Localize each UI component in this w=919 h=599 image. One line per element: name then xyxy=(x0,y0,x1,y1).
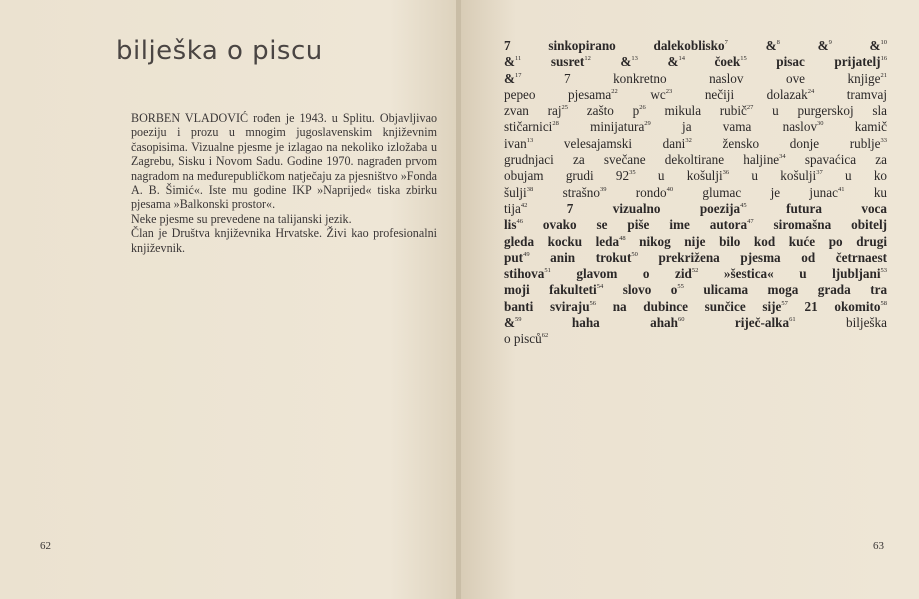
contents-entry xyxy=(846,315,887,330)
contents-entry xyxy=(564,71,667,86)
entry-page-number: 24 xyxy=(807,87,815,95)
contents-entry xyxy=(703,282,887,297)
entry-page-number: 25 xyxy=(561,104,569,112)
entry-page-number: 29 xyxy=(644,120,651,128)
entry-title: mikula rubič xyxy=(664,103,747,119)
entry-title: & xyxy=(620,54,632,70)
contents-list xyxy=(504,38,887,348)
entry-page-number: 36 xyxy=(722,169,730,177)
entry-title: haha ahah xyxy=(571,315,678,331)
contents-entry xyxy=(874,185,887,200)
entry-title: put xyxy=(504,249,524,265)
left-page xyxy=(0,0,458,599)
contents-line xyxy=(504,168,887,184)
entry-title: stičarnici xyxy=(504,119,553,135)
contents-entry xyxy=(504,152,786,167)
entry-title: stihova xyxy=(504,266,545,282)
entry-title: ku xyxy=(873,184,888,200)
entry-title: & xyxy=(667,54,679,70)
entry-title: nikog nije bilo kod kuće po drugi xyxy=(639,233,887,249)
entry-title: u košulji xyxy=(657,168,723,184)
contents-entry xyxy=(723,136,888,151)
contents-entry xyxy=(702,185,844,200)
contents-line xyxy=(504,87,887,103)
entry-page-number: 7 xyxy=(724,39,728,46)
contents-entry xyxy=(653,38,727,53)
entry-title: ovako se piše ime autora xyxy=(542,217,748,233)
entry-page-number: 54 xyxy=(596,283,604,291)
entry-page-number: 26 xyxy=(639,104,646,112)
contents-entry xyxy=(620,54,638,69)
entry-page-number: 60 xyxy=(678,316,685,324)
entry-title: minijatura xyxy=(590,119,645,135)
entry-title: pepeo pjesama xyxy=(504,86,612,102)
entry-title: tramvaj xyxy=(846,86,888,102)
contents-line xyxy=(504,38,887,54)
entry-page-number: 42 xyxy=(520,201,528,209)
entry-page-number: 11 xyxy=(515,55,522,63)
contents-entry xyxy=(650,87,672,102)
entry-title: & xyxy=(765,38,777,53)
entry-title: siromašna obitelj xyxy=(773,217,888,233)
entry-title: zvan raj xyxy=(504,103,562,119)
entry-page-number: 33 xyxy=(880,136,888,144)
entry-page-number: 37 xyxy=(816,169,823,177)
entry-title: u košulji xyxy=(751,168,817,184)
entry-title: velesajamski dani xyxy=(563,135,686,151)
entry-page-number: 15 xyxy=(740,55,747,63)
contents-entry xyxy=(572,315,685,330)
entry-page-number: 39 xyxy=(599,185,607,193)
contents-entry xyxy=(847,87,887,102)
page-title: bilješka o piscu xyxy=(116,36,323,66)
entry-title: obujam grudi 92 xyxy=(504,168,630,184)
contents-entry xyxy=(715,54,747,69)
entry-page-number: 57 xyxy=(781,299,788,307)
entry-page-number: 32 xyxy=(685,136,692,144)
contents-entry xyxy=(504,234,626,249)
entry-title: 7 konkretno xyxy=(564,70,667,86)
contents-line xyxy=(504,315,887,331)
entry-title: »šestica« u ljubljani xyxy=(723,266,881,282)
entry-page-number: 56 xyxy=(589,299,597,307)
contents-entry xyxy=(543,217,754,232)
entry-page-number: 58 xyxy=(880,299,888,307)
contents-entry xyxy=(667,54,685,69)
contents-entry xyxy=(709,71,887,86)
entry-title: šulji xyxy=(504,184,527,200)
contents-entry xyxy=(504,71,522,86)
contents-entry xyxy=(504,38,616,53)
bio-paragraph: Neke pjesme su prevedene na talijanski jezik. xyxy=(131,211,352,226)
entry-title: u purgerskoj sla xyxy=(772,103,887,119)
entry-title: čoek xyxy=(714,54,741,70)
contents-entry xyxy=(818,38,832,53)
entry-title: kamič xyxy=(854,119,888,135)
contents-entry xyxy=(805,299,888,314)
entry-page-number: 16 xyxy=(880,55,888,63)
entry-page-number: 59 xyxy=(515,316,522,324)
contents-line xyxy=(504,234,887,250)
contents-entry xyxy=(504,217,523,232)
page-number-left: 62 xyxy=(40,540,51,552)
contents-entry xyxy=(766,38,780,53)
entry-title: žensko donje rublje xyxy=(722,135,881,151)
contents-entry xyxy=(700,201,747,216)
contents-entry xyxy=(751,168,822,183)
entry-page-number: 47 xyxy=(747,218,754,226)
contents-entry xyxy=(845,168,887,183)
contents-entry xyxy=(504,282,603,297)
entry-page-number: 13 xyxy=(631,55,638,63)
contents-entry xyxy=(567,201,661,216)
entry-title: banti sviraju xyxy=(504,298,590,314)
entry-title: prekrižena pjesma od četrnaest xyxy=(658,249,888,265)
contents-entry xyxy=(705,87,814,102)
contents-entry xyxy=(772,103,887,118)
entry-title: nečiji dolazak xyxy=(704,86,808,102)
contents-entry xyxy=(550,250,638,265)
contents-entry xyxy=(504,87,618,102)
contents-entry xyxy=(658,250,887,265)
contents-line xyxy=(504,119,887,135)
contents-line xyxy=(504,71,887,87)
contents-entry xyxy=(504,299,596,314)
contents-entry xyxy=(590,119,651,134)
entry-title: spavaćica za xyxy=(804,152,887,168)
entry-page-number: 9 xyxy=(828,39,832,46)
contents-entry xyxy=(613,299,788,314)
contents-entry xyxy=(658,168,729,183)
entry-title: & xyxy=(504,70,515,86)
contents-entry xyxy=(664,103,753,118)
entry-page-number: 10 xyxy=(880,39,888,46)
entry-title: ja vama naslov xyxy=(682,119,818,135)
entry-title: zašto p xyxy=(586,103,640,119)
entry-page-number: 28 xyxy=(552,120,559,128)
contents-entry xyxy=(623,282,684,297)
entry-title: 7 vizualno xyxy=(566,200,661,216)
contents-line xyxy=(504,136,887,152)
entry-title: & xyxy=(817,38,829,53)
contents-entry xyxy=(774,217,887,232)
entry-title: poezija xyxy=(699,200,741,216)
entry-page-number: 13 xyxy=(526,136,534,144)
entry-title: strašno xyxy=(562,184,600,200)
entry-title: naslov ove knjige xyxy=(709,70,881,86)
contents-entry xyxy=(504,54,521,69)
entry-page-number: 55 xyxy=(677,283,684,291)
bio-paragraph: BORBEN VLADOVIĆ rođen je 1943. u Splitu. Objavljivao poeziju i prozu u mnogim jugoslavenskim književnim časopisima. Vizualne pjesme je izlagao na nekoliko izložaba u Zagrebu, Sisku i Novom Sadu. Godine 1970. nagrađen prvom nagradom na međurepubličkom natječaju za pjesništvo »Fonda A. B. Šimić«. Iste mu godine IKP »Naprijed« tiska zbirku pjesama »Balkonski prostor«. xyxy=(131,111,437,212)
contents-entry xyxy=(724,266,887,281)
entry-title: glavom o zid xyxy=(576,266,692,282)
contents-entry xyxy=(587,103,646,118)
entry-title: lis xyxy=(504,217,517,233)
right-page xyxy=(461,0,919,599)
entry-page-number: 38 xyxy=(526,185,534,193)
contents-entry xyxy=(504,250,530,265)
contents-entry xyxy=(504,136,533,151)
entry-page-number: 51 xyxy=(544,267,551,275)
contents-entry xyxy=(504,331,548,346)
entry-page-number: 48 xyxy=(619,234,626,242)
contents-line xyxy=(504,201,887,217)
contents-line xyxy=(504,185,887,201)
entry-title: rondo xyxy=(635,184,667,200)
contents-line xyxy=(504,103,887,119)
entry-page-number: 49 xyxy=(523,250,530,258)
entry-page-number: 61 xyxy=(789,316,796,324)
entry-page-number: 27 xyxy=(746,104,754,112)
entry-title: slovo o xyxy=(622,282,678,298)
contents-entry xyxy=(504,266,551,281)
contents-line xyxy=(504,266,887,282)
contents-entry xyxy=(735,315,796,330)
entry-title: grudnjaci za svečane dekoltirane haljine xyxy=(504,152,780,168)
entry-page-number: 45 xyxy=(740,201,747,209)
contents-entry xyxy=(504,201,527,216)
entry-page-number: 14 xyxy=(678,55,685,63)
entry-page-number: 52 xyxy=(691,267,699,275)
contents-line xyxy=(504,282,887,298)
entry-page-number: 23 xyxy=(665,87,673,95)
contents-line xyxy=(504,250,887,266)
contents-entry xyxy=(576,266,698,281)
entry-page-number: 30 xyxy=(817,120,824,128)
contents-line xyxy=(504,54,887,70)
entry-page-number: 50 xyxy=(631,250,638,258)
entry-page-number: 46 xyxy=(516,218,523,226)
entry-page-number: 8 xyxy=(776,39,780,46)
contents-entry xyxy=(855,119,887,134)
contents-entry xyxy=(636,185,673,200)
entry-title: anin trokut xyxy=(550,249,632,265)
entry-title: pisac prijatelj xyxy=(776,54,881,70)
entry-page-number: 53 xyxy=(880,267,887,275)
contents-entry xyxy=(776,54,887,69)
entry-page-number: 22 xyxy=(611,87,618,95)
entry-title: wc xyxy=(650,86,666,102)
contents-entry xyxy=(639,234,887,249)
contents-line xyxy=(504,217,887,233)
entry-title: o pisců xyxy=(504,331,542,347)
entry-page-number: 40 xyxy=(666,185,674,193)
contents-line xyxy=(504,331,887,347)
entry-title: & xyxy=(869,38,881,53)
entry-title: & xyxy=(504,315,515,331)
entry-title: susret xyxy=(550,54,585,70)
entry-title: riječ-alka xyxy=(734,315,790,331)
contents-entry xyxy=(504,315,522,330)
contents-entry xyxy=(504,119,559,134)
entry-page-number: 21 xyxy=(880,71,887,79)
contents-entry xyxy=(682,119,824,134)
contents-entry xyxy=(563,185,607,200)
author-bio xyxy=(131,111,437,255)
entry-title: dalekoblisko xyxy=(653,38,725,53)
entry-page-number: 12 xyxy=(584,55,591,63)
entry-title: na dubince sunčice sije xyxy=(612,298,782,314)
entry-title: futura voca xyxy=(786,200,888,216)
entry-title: 21 okomito xyxy=(804,298,881,314)
contents-entry xyxy=(504,168,636,183)
entry-page-number: 34 xyxy=(779,153,786,161)
entry-page-number: 41 xyxy=(837,185,845,193)
contents-entry xyxy=(504,103,568,118)
contents-entry xyxy=(551,54,591,69)
entry-title: 7 sinkopirano xyxy=(504,38,616,53)
page-number-right: 63 xyxy=(873,540,884,552)
contents-entry xyxy=(786,201,887,216)
entry-title: ulicama moga grada tra xyxy=(703,282,888,298)
entry-title: bilješka xyxy=(845,315,888,331)
contents-entry xyxy=(805,152,887,167)
entry-title: glumac je junac xyxy=(702,184,838,200)
entry-page-number: 62 xyxy=(541,332,549,340)
contents-entry xyxy=(564,136,692,151)
entry-page-number: 17 xyxy=(515,71,522,79)
entry-page-number: 35 xyxy=(629,169,636,177)
entry-title: moji fakulteti xyxy=(504,282,597,298)
bio-paragraph: Član je Društva književnika Hrvatske. Živi kao profesionalni književnik. xyxy=(131,226,437,255)
contents-entry xyxy=(870,38,888,53)
entry-title: gleda kocku leda xyxy=(504,233,620,249)
contents-entry xyxy=(504,185,533,200)
entry-title: ivan xyxy=(504,135,527,151)
contents-line xyxy=(504,299,887,315)
entry-title: & xyxy=(504,54,515,70)
entry-title: u ko xyxy=(844,168,887,184)
entry-title: tija xyxy=(504,200,521,216)
contents-line xyxy=(504,152,887,168)
